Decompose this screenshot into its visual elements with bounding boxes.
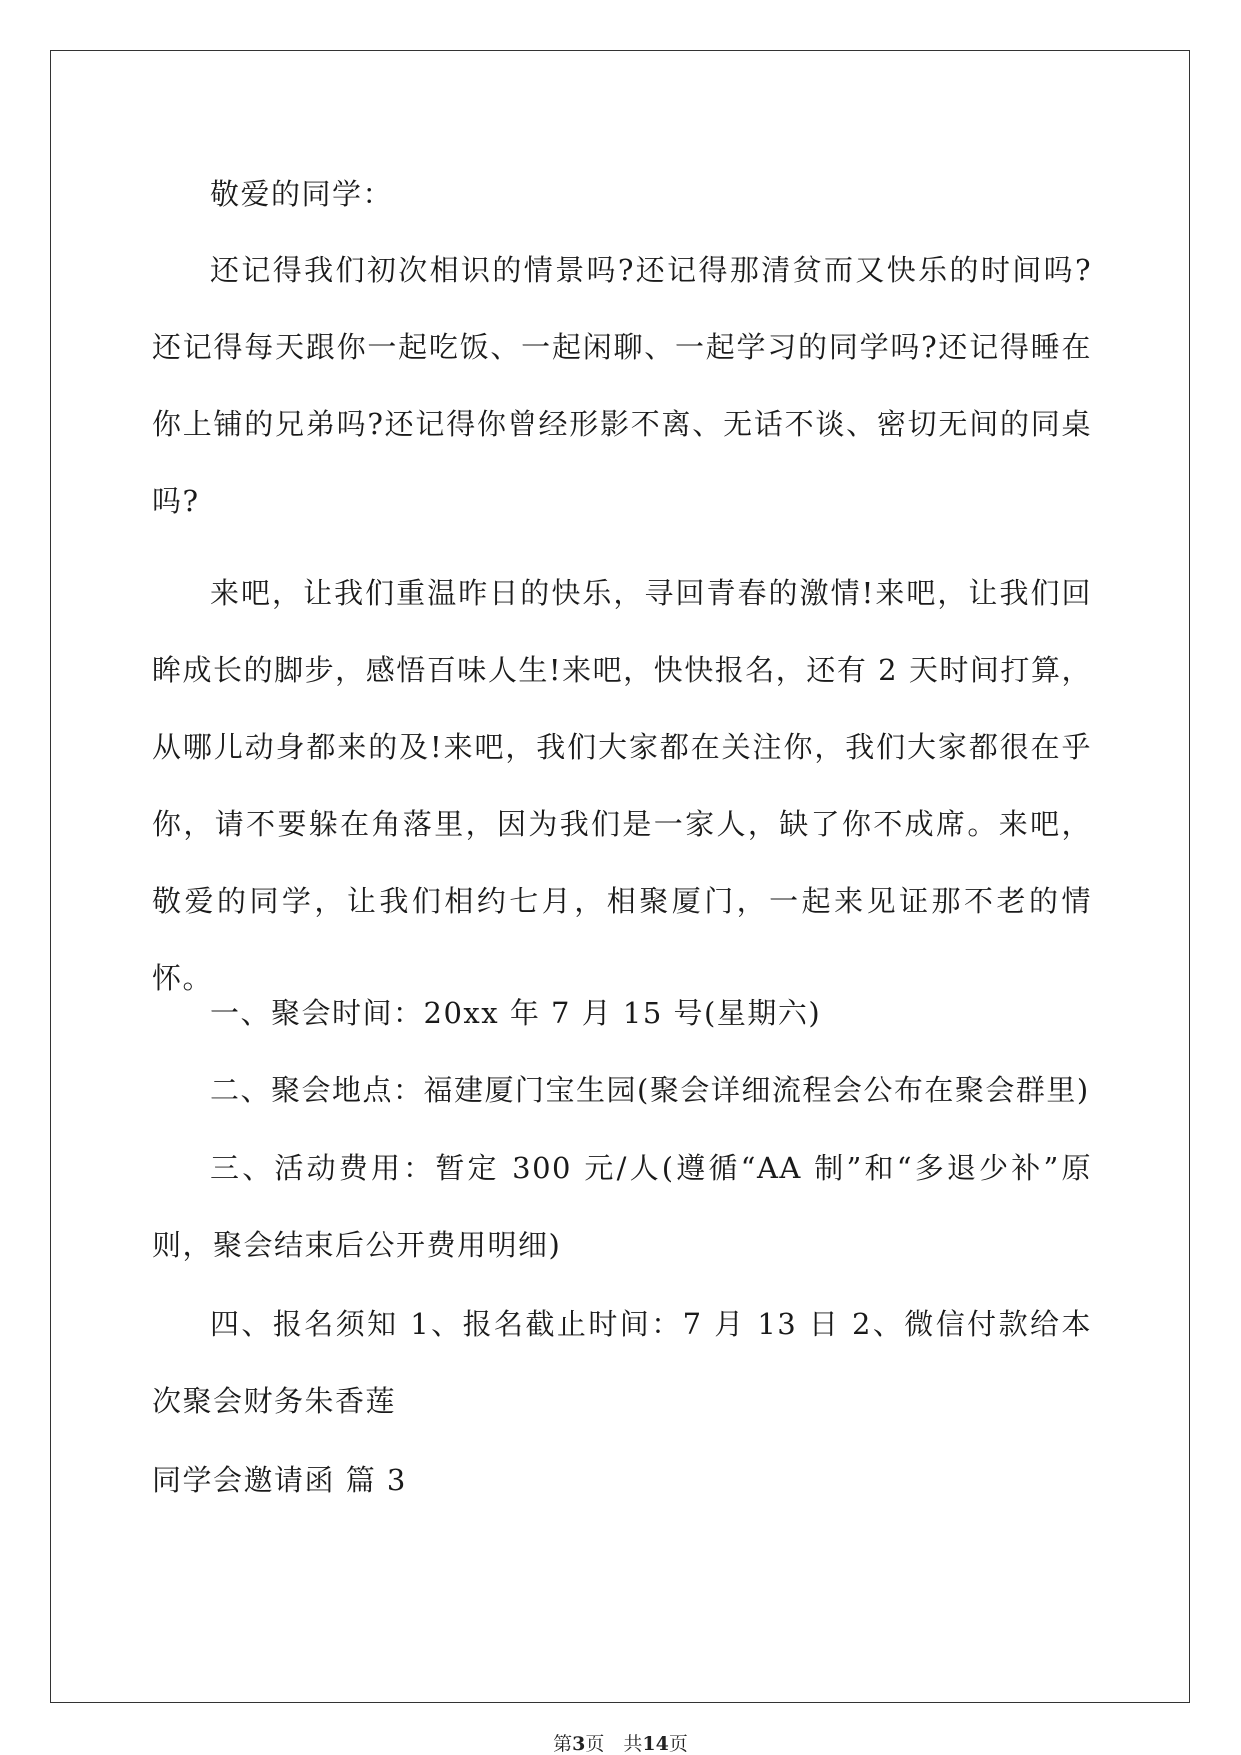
section-heading xyxy=(152,1442,1092,1519)
page-prefix: 第 xyxy=(553,1733,573,1755)
paragraph-invitation-text: 来吧，让我们重温昨日的快乐，寻回青春的激情!来吧，让我们回眸成长的脚步，感悟百味人生!来吧，快快报名，还有 2 天时间打算，从哪儿动身都来的及!来吧，我们大家都在关注你，我们大家都很在乎你，请不要躲在角落里，因为我们是一家人，缺了你不成席。来吧，敬爱的同学，让我们相约七月，相聚厦门，一起来见证那不老的情怀。 xyxy=(152,576,1092,995)
item-location-text: 二、聚会地点：福建厦门宝生园(聚会详细流程会公布在聚会群里) xyxy=(210,1073,1090,1107)
paragraph-memories-text: 还记得我们初次相识的情景吗?还记得那清贫而又快乐的时间吗?还记得每天跟你一起吃饭、一起闲聊、一起学习的同学吗?还记得睡在你上铺的兄弟吗?还记得你曾经形影不离、无话不谈、密切无间的同桌吗? xyxy=(152,253,1092,518)
item-time-text: 一、聚会时间：20xx 年 7 月 15 号(星期六) xyxy=(210,996,822,1030)
item-time xyxy=(152,975,1092,1052)
item-location xyxy=(152,1052,1092,1129)
salutation-text: 敬爱的同学： xyxy=(210,177,394,211)
section-heading-text: 同学会邀请函 篇 3 xyxy=(152,1463,407,1497)
salutation xyxy=(152,156,1092,233)
page-footer xyxy=(0,1733,1241,1755)
page-suffix: 页 xyxy=(668,1733,688,1755)
item-fee-text: 三、活动费用：暂定 300 元/人(遵循“AA 制”和“多退少补”原则，聚会结束后公开费用明细) xyxy=(152,1151,1092,1262)
total-pages: 14 xyxy=(642,1733,669,1755)
page-mid: 页 共 xyxy=(585,1733,643,1755)
item-fee xyxy=(152,1130,1092,1284)
item-registration-text: 四、报名须知 1、报名截止时间：7 月 13 日 2、微信付款给本次聚会财务朱香莲 xyxy=(152,1307,1092,1418)
item-registration xyxy=(152,1286,1092,1440)
paragraph-memories xyxy=(152,232,1092,540)
paragraph-invitation xyxy=(152,555,1092,1017)
page-number: 3 xyxy=(572,1733,586,1755)
